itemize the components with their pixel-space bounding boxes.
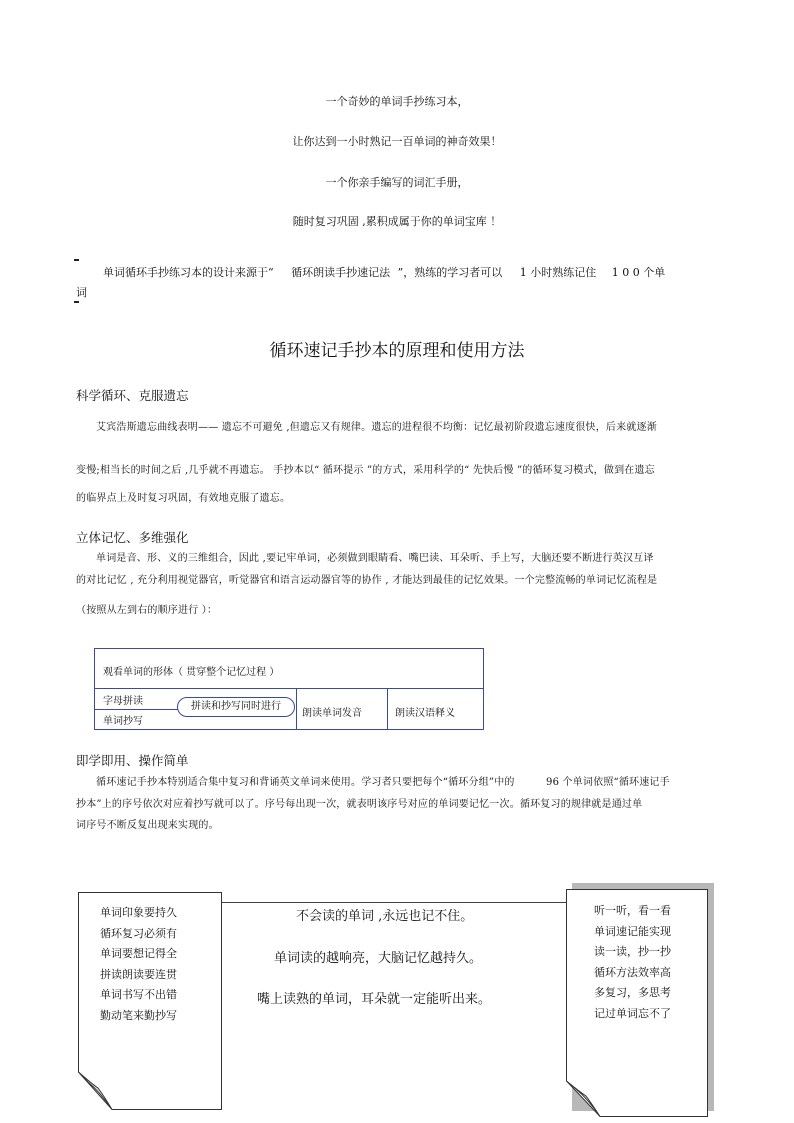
flow-divider	[387, 689, 388, 730]
section3-line	[96, 773, 670, 788]
source-note-hours: 1 小时熟练记住	[519, 266, 597, 279]
section1-line: 艾宾浩斯遗忘曲线表明—— 遗忘不可避免 ,但遗忘又有规律。遗忘的进程很不均衡：记忆最初阶段遗忘速度很快，后来就逐渐	[96, 422, 657, 433]
section2-line: （按照从左到右的顺序进行 ）：	[76, 605, 218, 616]
center-line-3: 嘴上读熟的单词，耳朵就一定能听出来。	[257, 992, 492, 1007]
section3-text: 96 个单词依照“循环速记手	[546, 777, 670, 788]
intro-line-1: 一个奇妙的单词手抄练习本，	[325, 95, 469, 108]
note-line: 单词速记能实现	[594, 924, 671, 938]
source-note-part: ”，熟练的学习者可以	[397, 266, 503, 279]
dash-mark	[74, 301, 79, 303]
note-line: 单词印象要持久	[100, 906, 177, 919]
right-note-text	[594, 901, 671, 1024]
left-note-text	[100, 903, 177, 1026]
note-line: 多复习，多思考	[594, 986, 671, 999]
main-title: 循环速记手抄本的原理和使用方法	[269, 341, 525, 361]
flow-copy-label: 单词抄写	[103, 716, 143, 727]
flow-simultaneous-ellipse: 拼读和抄写同时进行	[177, 697, 295, 717]
note-line: 拼读朗读要连贯	[100, 967, 177, 981]
section-title: 即学即用、操作简单	[76, 753, 189, 768]
flow-read-word: 朗读单词发音	[302, 708, 362, 719]
note-line: 循环复习必须有	[100, 926, 177, 940]
flow-connector	[95, 709, 179, 710]
source-note-line	[103, 264, 665, 280]
source-note-count: 1 0 0 个单	[611, 266, 666, 279]
intro-line-2: 让你达到一小时熟记一百单词的神奇效果！	[292, 135, 502, 148]
note-line: 记过单词忘不了	[594, 1006, 671, 1020]
section-title: 立体记忆、多维强化	[76, 530, 189, 545]
section2-line: 单词是音、形、义的三维组合，因此 ,要记牢单词，必须做到眼睛看、嘴巴读、耳朵听、手上写，大脑还要不断进行英汉互译	[96, 553, 654, 564]
center-line-1: 不会读的单词 ,永远也记不住。	[296, 909, 474, 924]
intro-line-3: 一个你亲手编写的词汇手册，	[325, 176, 469, 189]
note-line: 单词要想记得全	[100, 947, 177, 960]
left-note-card	[78, 892, 222, 1110]
memory-flow-table	[94, 648, 484, 730]
source-note-tail: 词	[76, 286, 87, 299]
section3-line: 抄本”上的序号依次对应着抄写就可以了。序号每出现一次，就表明该序号对应的单词要记忆一次。循环复习的规律就是通过单	[76, 799, 643, 810]
center-line-2: 单词读的越响亮，大脑记忆越持久。	[274, 951, 483, 966]
flow-top-row	[95, 649, 483, 689]
flow-spell-label: 字母拼读	[103, 696, 143, 707]
section1-line: 的临界点上及时复习巩固，有效地克服了遗忘。	[76, 493, 291, 504]
section-title: 科学循环、克服遗忘	[76, 388, 189, 403]
note-line: 勤动笔来勤抄写	[100, 1008, 177, 1022]
right-note-card	[566, 889, 708, 1117]
note-line: 听一听，看一看	[594, 904, 671, 917]
note-line: 单词书写不出错	[100, 988, 177, 1001]
source-note-method: 循环朗读手抄速记法	[291, 266, 391, 279]
section2-line: 的对比记忆 , 充分利用视觉器官，听觉器官和语言运动器官等的协作 , 才能达到最佳的记忆效果。一个完整流畅的单词记忆流程是	[76, 575, 658, 586]
dash-mark	[74, 259, 79, 261]
note-line: 读一读，抄一抄	[594, 945, 671, 958]
flow-divider	[296, 689, 297, 730]
section1-line: 变慢;相当长的时间之后 ,几乎就不再遗忘。 手抄本以“ 循环提示 ”的方式，采用科学的“ 先快后慢 ”的循环复习模式，做到在遗忘	[76, 465, 655, 476]
flow-top-label: 观看单词的形体（ 贯穿整个记忆过程 ）	[103, 667, 280, 678]
source-note-part: 单词循环手抄练习本的设计来源于“	[103, 266, 274, 279]
note-line: 循环方法效率高	[594, 965, 671, 979]
intro-line-4: 随时复习巩固 ,累积成属于你的单词宝库 ！	[292, 215, 502, 228]
flow-read-meaning: 朗读汉语释义	[395, 708, 455, 719]
section3-text: 循环速记手抄本特别适合集中复习和背诵英文单词来使用。学习者只要把每个“循环分组”中的	[96, 777, 515, 788]
section3-line: 词序号不断反复出现来实现的。	[76, 820, 219, 831]
